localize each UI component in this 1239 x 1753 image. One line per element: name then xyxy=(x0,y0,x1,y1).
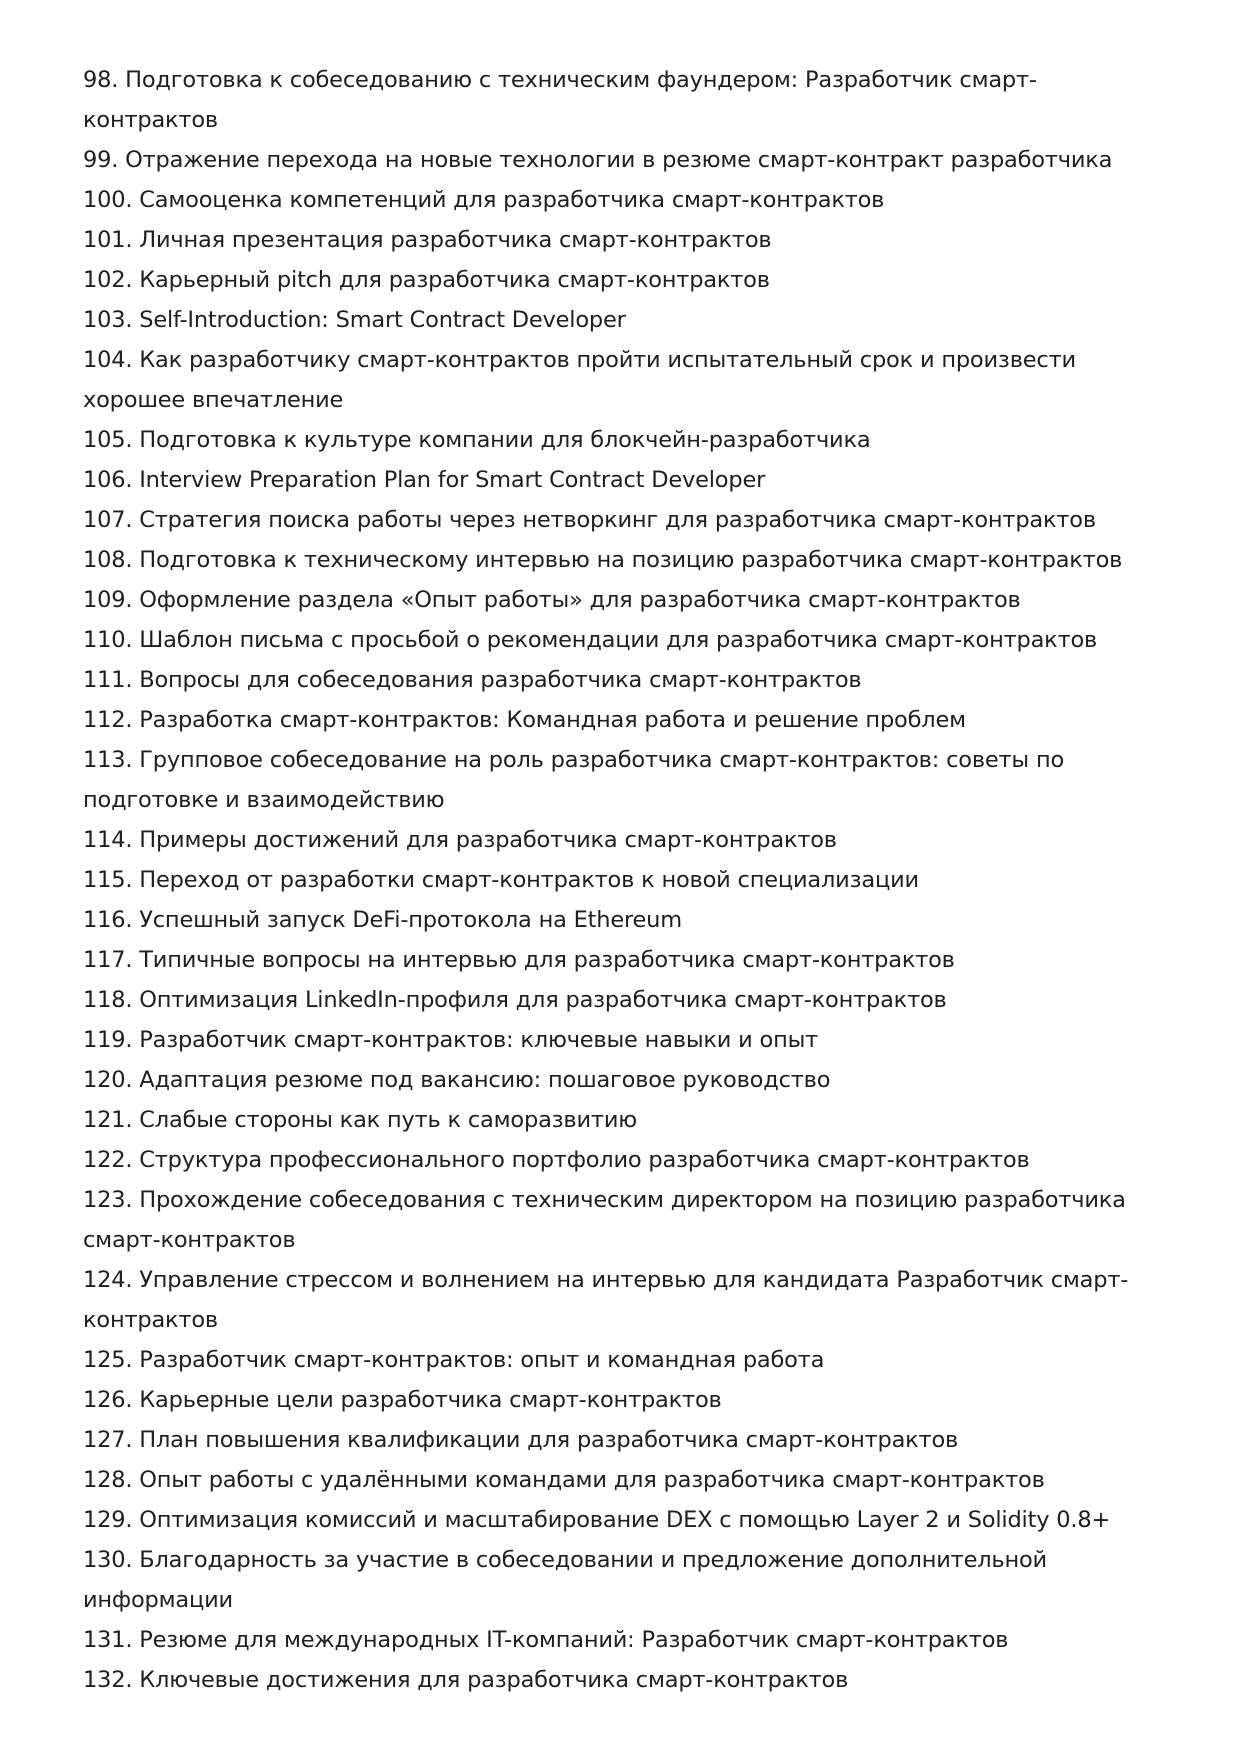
list-item: 105. Подготовка к культуре компании для блокчейн-разработчика xyxy=(83,427,871,453)
list-item: 132. Ключевые достижения для разработчика смарт-контрактов xyxy=(83,1667,849,1693)
list-item: 122. Структура профессионального портфолио разработчика смарт-контрактов xyxy=(83,1147,1030,1173)
list-item: 130. Благодарность за участие в собеседовании и предложение дополнительной информации xyxy=(83,1547,1047,1613)
list-item: 109. Оформление раздела «Опыт работы» для разработчика смарт-контрактов xyxy=(83,587,1021,613)
list-item: 128. Опыт работы с удалёнными командами для разработчика смарт-контрактов xyxy=(83,1467,1045,1493)
list-item: 121. Слабые стороны как путь к саморазвитию xyxy=(83,1107,637,1133)
list-item: 106. Interview Preparation Plan for Smart Contract Developer xyxy=(83,467,766,493)
list-item: 102. Карьерный pitch для разработчика смарт-контрактов xyxy=(83,267,770,293)
list-item: 111. Вопросы для собеседования разработчика смарт-контрактов xyxy=(83,667,862,693)
list-item: 114. Примеры достижений для разработчика смарт-контрактов xyxy=(83,827,837,853)
list-item: 113. Групповое собеседование на роль разработчика смарт-контрактов: советы по подготовке и взаимодействию xyxy=(83,747,1065,813)
list-item: 115. Переход от разработки смарт-контрактов к новой специализации xyxy=(83,867,919,893)
list-item: 129. Оптимизация комиссий и масштабирование DEX с помощью Layer 2 и Solidity 0.8+ xyxy=(83,1507,1111,1533)
list-item: 127. План повышения квалификации для разработчика смарт-контрактов xyxy=(83,1427,959,1453)
list-item: 117. Типичные вопросы на интервью для разработчика смарт-контрактов xyxy=(83,947,955,973)
list-item: 124. Управление стрессом и волнением на интервью для кандидата Разработчик смарт-контрактов xyxy=(83,1267,1129,1333)
list-item: 100. Самооценка компетенций для разработчика смарт-контрактов xyxy=(83,187,885,213)
list-item: 123. Прохождение собеседования с техническим директором на позицию разработчика смарт-контрактов xyxy=(83,1187,1126,1253)
list-item: 107. Стратегия поиска работы через нетворкинг для разработчика смарт-контрактов xyxy=(83,507,1096,533)
document-page xyxy=(83,60,1163,1700)
list-item: 104. Как разработчику смарт-контрактов пройти испытательный срок и произвести хорошее впечатление xyxy=(83,347,1076,413)
list-item: 98. Подготовка к собеседованию с техническим фаундером: Разработчик смарт-контрактов xyxy=(83,67,1037,133)
list-item: 110. Шаблон письма с просьбой о рекомендации для разработчика смарт-контрактов xyxy=(83,627,1098,653)
list-item: 108. Подготовка к техническому интервью на позицию разработчика смарт-контрактов xyxy=(83,547,1123,573)
list-item: 116. Успешный запуск DeFi-протокола на Ethereum xyxy=(83,907,682,933)
list-item: 126. Карьерные цели разработчика смарт-контрактов xyxy=(83,1387,722,1413)
list-item: 112. Разработка смарт-контрактов: Командная работа и решение проблем xyxy=(83,707,966,733)
list-item: 125. Разработчик смарт-контрактов: опыт и командная работа xyxy=(83,1347,825,1373)
list-item: 131. Резюме для международных IT-компаний: Разработчик смарт-контрактов xyxy=(83,1627,1009,1653)
list-item: 120. Адаптация резюме под вакансию: пошаговое руководство xyxy=(83,1067,831,1093)
list-item: 101. Личная презентация разработчика смарт-контрактов xyxy=(83,227,772,253)
list-item: 99. Отражение перехода на новые технологии в резюме смарт-контракт разработчика xyxy=(83,147,1113,173)
list-item: 119. Разработчик смарт-контрактов: ключевые навыки и опыт xyxy=(83,1027,819,1053)
list-item: 118. Оптимизация LinkedIn-профиля для разработчика смарт-контрактов xyxy=(83,987,947,1013)
list-item: 103. Self-Introduction: Smart Contract Developer xyxy=(83,307,626,333)
